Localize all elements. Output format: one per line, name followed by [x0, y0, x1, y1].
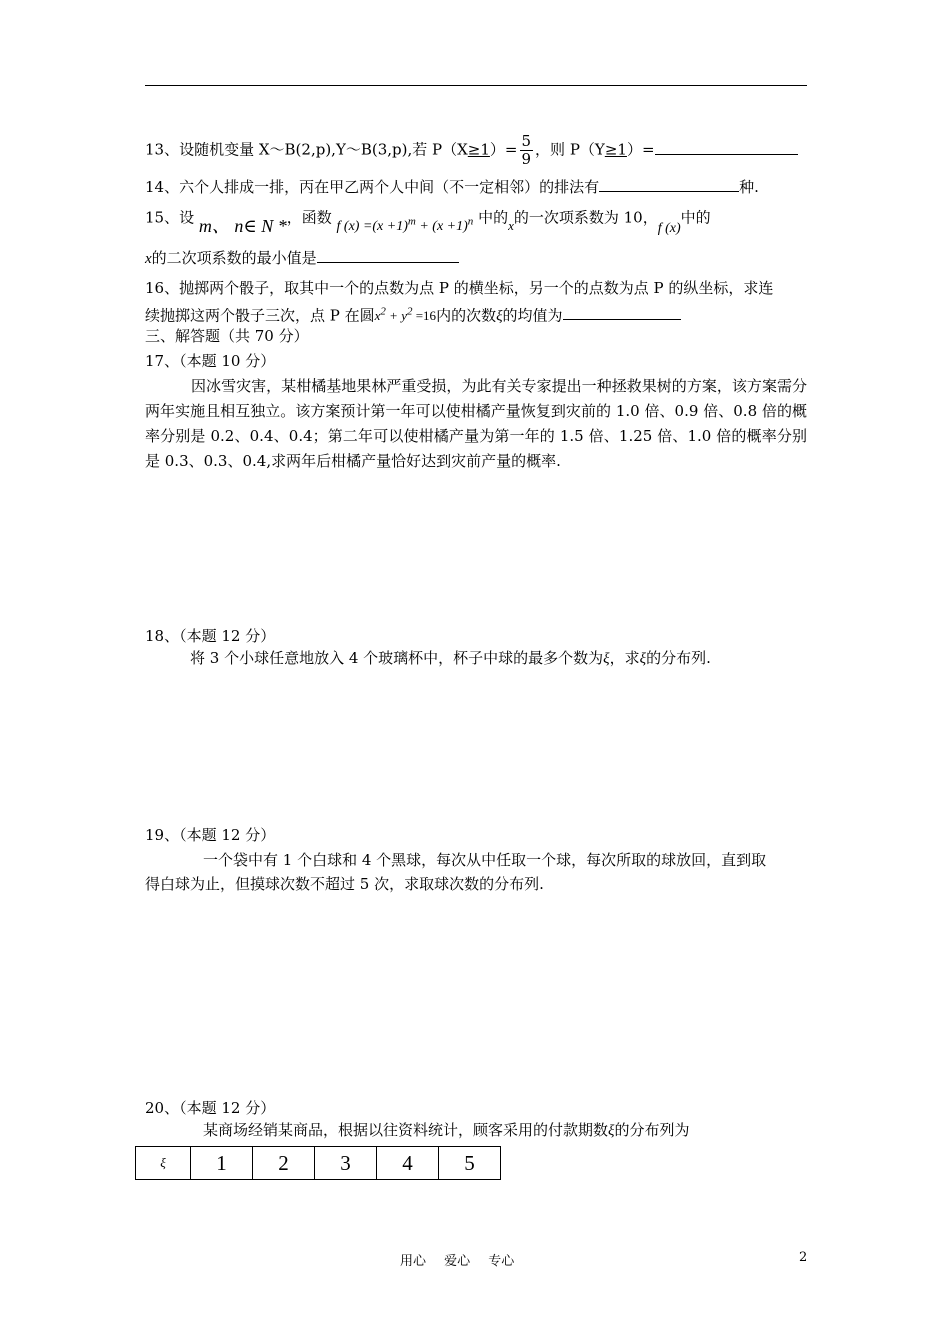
- table-cell: 5: [439, 1147, 501, 1180]
- question-16-line1: [145, 278, 773, 298]
- q14-suffix: 种.: [739, 178, 759, 196]
- q14-text: 14、六个人排成一排，丙在甲乙两个人中间（不一定相邻）的排法有: [145, 178, 600, 196]
- q15-func-base: f (x) =(x +1): [336, 218, 408, 234]
- q15-function: [336, 215, 474, 234]
- circle-y: + y: [385, 308, 407, 324]
- q13-fraction: [520, 133, 534, 168]
- q13-text-d: ）=: [626, 140, 655, 159]
- q15-vars: m、 n∈ N *: [198, 215, 287, 236]
- q15-line2: 的二次项系数的最小值是: [151, 249, 317, 267]
- answer-blank-15[interactable]: [317, 248, 459, 263]
- q20-body-b: 的分布列为: [614, 1121, 690, 1139]
- question-15-line2: [145, 248, 459, 269]
- q18-body-c: 的分布列.: [646, 649, 711, 667]
- table-cell: 3: [315, 1147, 377, 1180]
- q16-line2a: 续抛掷这两个骰子三次，点 P 在圆: [145, 306, 375, 325]
- table-cell: 1: [191, 1147, 253, 1180]
- q16-line1: 16、抛掷两个骰子，取其中一个的点数为点 P 的横坐标，另一个的点数为点 P 的纵坐标，求连: [145, 279, 774, 297]
- q15-prefix: 15、设: [145, 208, 195, 227]
- xi-symbol: ξ: [603, 651, 610, 667]
- distribution-table: [135, 1146, 501, 1180]
- table-row: [136, 1147, 501, 1180]
- q19-line2: 得白球为止，但摸球次数不超过 5 次，求取球次数的分布列.: [145, 875, 544, 893]
- fraction-denominator: 9: [521, 150, 532, 168]
- question-13: [145, 133, 798, 168]
- q13-text-b: ）=: [489, 140, 518, 159]
- question-14: [145, 177, 759, 197]
- xi-symbol: ξ: [639, 651, 647, 667]
- circle-x-exponent: 2: [380, 306, 386, 318]
- xi-symbol: ξ: [608, 1123, 615, 1139]
- circle-y-exponent: 2: [406, 306, 413, 318]
- q15-text-c: 中的: [680, 208, 711, 227]
- q20-body: [203, 1120, 689, 1141]
- q19-line1: 一个袋中有 1 个白球和 4 个黑球，每次从中任取一个球，每次所取的球放回，直到取: [203, 851, 767, 869]
- q19-header: 19、（本题 12 分）: [145, 826, 276, 844]
- circle-x: x: [374, 308, 381, 324]
- q15-x1: x: [508, 217, 514, 233]
- q18-body-b: ，求: [609, 649, 640, 667]
- header-rule: [145, 85, 807, 86]
- q15-fx: f (x): [657, 220, 681, 236]
- question-15-line1: [145, 204, 711, 236]
- q17-body: [145, 374, 807, 474]
- q15-x2: x: [145, 251, 152, 267]
- answer-blank-16[interactable]: [563, 305, 681, 320]
- q18-header: 18、（本题 12 分）: [145, 627, 276, 645]
- q15-text-b: 的一次项系数为 10，: [513, 208, 658, 227]
- q15-exp-n: n: [467, 215, 474, 227]
- xi-symbol: ξ: [496, 308, 503, 325]
- q20-body-a: 某商场经销某商品，根据以往资料统计，顾客采用的付款期数: [203, 1121, 609, 1139]
- circle-rhs: =16: [412, 308, 437, 324]
- q13-text-c: ，则 P（Y: [535, 140, 605, 159]
- q13-text-a: 13、设随机变量 X～B(2,p),Y～B(3,p),若 P（X: [145, 140, 468, 159]
- fraction-numerator: 5: [521, 132, 532, 150]
- question-16-line2: [145, 302, 681, 326]
- q15-func-plus: + (x +1): [415, 218, 468, 234]
- q17-header: 17、（本题 10 分）: [145, 352, 276, 370]
- page-number: 2: [799, 1250, 808, 1265]
- answer-blank-14[interactable]: [599, 177, 739, 192]
- q15-text-a: 中的: [478, 208, 509, 227]
- q18-body: [190, 648, 711, 669]
- table-header-cell: ξ: [136, 1147, 191, 1180]
- q13-ge1-b: ≥1: [604, 140, 627, 159]
- q18-body-a: 将 3 个小球任意地放入 4 个玻璃杯中，杯子中球的最多个数为: [190, 649, 604, 667]
- q20-header: 20、（本题 12 分）: [145, 1099, 276, 1117]
- q17-body-text: 因冰雪灾害，某柑橘基地果林严重受损，为此有关专家提出一种拯救果树的方案，该方案需分两年实施且相互独立。该方案预计第一年可以使柑橘产量恢复到灾前的 1.0 倍、0.9 倍、0.8 倍的概率分别是 0.2、0.4、0.4；第二年可以使柑橘产量为第一年的 1.5 倍、1.25 倍、1.0 倍的概率分别是 0.3、0.3、0.4,求两年后柑橘产量恰好达到灾前产量的概率.: [145, 377, 807, 470]
- section-title: 三、解答题（共 70 分）: [145, 327, 309, 345]
- q16-line2c: 的均值为: [502, 306, 563, 325]
- table-cell: 2: [253, 1147, 315, 1180]
- q15-exp-m: m: [407, 215, 416, 227]
- q15-mid: ，函数: [286, 208, 332, 227]
- q16-circle-eq: [375, 308, 436, 323]
- answer-blank-13[interactable]: [655, 140, 798, 155]
- footer-text: 用心 爱心 专心: [400, 1254, 515, 1269]
- q16-line2b: 内的次数: [436, 306, 497, 325]
- q13-ge1-a: ≥1: [467, 140, 490, 159]
- table-cell: 4: [377, 1147, 439, 1180]
